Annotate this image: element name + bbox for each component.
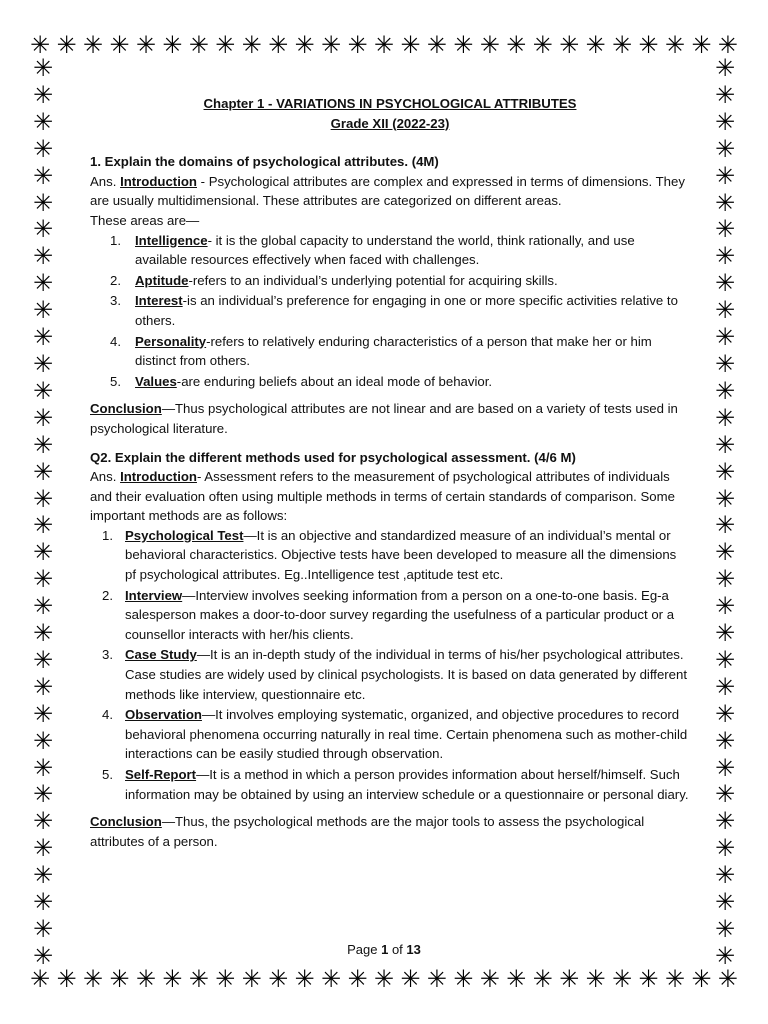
asterisk-star-icon: ✳ [532, 965, 553, 993]
asterisk-star-icon: ✳ [135, 965, 156, 993]
asterisk-star-icon: ✳ [453, 965, 474, 993]
item-term: Observation [125, 707, 202, 723]
asterisk-star-icon: ✳ [188, 31, 209, 59]
item-text: -is an individual’s preference for engaging in one or more specific activities relative to others. [135, 293, 678, 328]
item-term: Personality [135, 333, 207, 349]
list-item [90, 765, 690, 804]
asterisk-star-icon: ✳ [241, 31, 262, 59]
asterisk-star-icon: ✳ [479, 31, 500, 59]
item-term: Case Study [125, 647, 197, 663]
item-text: —It is an objective and standardized measure of an individual’s mental or behavioral characteristics. Objective tests have been developed to measure all the dimensions pf psychological attributes. Eg..Intelligence test ,aptitude test etc. [125, 527, 677, 583]
asterisk-star-icon: ✳ [714, 430, 736, 459]
asterisk-star-icon: ✳ [714, 349, 736, 378]
border-left [30, 56, 56, 968]
asterisk-star-icon: ✳ [373, 965, 394, 993]
item-text: —It is an in-depth study of the individual in terms of his/her psychological attributes. Case studies are widely used by clinical psychologists. It is based on data generated by different methods like interview, questionnaire etc. [125, 647, 688, 702]
asterisk-star-icon: ✳ [532, 31, 553, 59]
asterisk-star-icon: ✳ [82, 31, 104, 59]
asterisk-star-icon: ✳ [664, 31, 685, 59]
asterisk-star-icon: ✳ [664, 965, 685, 993]
asterisk-star-icon: ✳ [268, 965, 289, 993]
asterisk-star-icon: ✳ [714, 645, 736, 674]
asterisk-star-icon: ✳ [638, 31, 659, 59]
asterisk-star-icon: ✳ [506, 965, 527, 993]
asterisk-star-icon: ✳ [559, 31, 580, 59]
ans-prefix: Ans. [90, 469, 121, 485]
list-item [90, 705, 690, 764]
item-term: Aptitude [135, 272, 189, 288]
asterisk-star-icon: ✳ [32, 349, 54, 378]
list-item [90, 231, 690, 270]
asterisk-star-icon: ✳ [714, 269, 736, 298]
of-word: of [388, 942, 407, 957]
item-number: 5. [102, 767, 113, 782]
q1-answer-intro [90, 172, 690, 211]
asterisk-star-icon: ✳ [32, 269, 54, 298]
asterisk-star-icon: ✳ [32, 242, 54, 271]
asterisk-star-icon: ✳ [714, 619, 736, 648]
asterisk-star-icon: ✳ [188, 965, 209, 993]
asterisk-star-icon: ✳ [215, 965, 236, 993]
conclusion-label: Conclusion [90, 401, 162, 417]
asterisk-star-icon: ✳ [714, 296, 736, 325]
list-item [90, 291, 690, 330]
border-bottom [30, 966, 738, 992]
asterisk-star-icon: ✳ [56, 965, 77, 993]
asterisk-star-icon: ✳ [400, 31, 421, 59]
grade-subtitle: Grade XII (2022-23) [330, 115, 450, 131]
asterisk-star-icon: ✳ [506, 31, 527, 59]
asterisk-star-icon: ✳ [717, 31, 738, 59]
asterisk-star-icon: ✳ [162, 31, 183, 59]
asterisk-star-icon: ✳ [347, 965, 368, 993]
asterisk-star-icon: ✳ [400, 965, 421, 993]
asterisk-star-icon: ✳ [320, 965, 342, 993]
item-number: 4. [102, 707, 113, 723]
asterisk-star-icon: ✳ [32, 672, 54, 701]
asterisk-star-icon: ✳ [714, 54, 736, 82]
intro-label: Introduction [120, 173, 197, 189]
item-number: 1. [102, 527, 113, 543]
item-text: - it is the global capacity to understand the world, think rationally, and use available resources effectively when faced with challenges. [135, 232, 635, 268]
asterisk-star-icon: ✳ [714, 565, 736, 594]
asterisk-star-icon: ✳ [714, 888, 736, 917]
border-top [30, 32, 738, 58]
q2-conclusion [90, 812, 690, 851]
asterisk-star-icon: ✳ [714, 188, 736, 217]
asterisk-star-icon: ✳ [32, 484, 54, 513]
page-word: Page [347, 942, 382, 957]
item-number: 1. [110, 232, 121, 248]
asterisk-star-icon: ✳ [32, 161, 54, 190]
ans-prefix: Ans. [90, 173, 121, 189]
item-term: Psychological Test [125, 527, 244, 543]
conclusion-label: Conclusion [90, 814, 162, 830]
item-text: —It involves employing systematic, organized, and objective procedures to record behavioral phenomena occurring naturally in real time. Certain phenomena such as mother-child interactions can be easily studied through observation. [125, 707, 688, 762]
asterisk-star-icon: ✳ [32, 107, 54, 136]
chapter-title: Chapter 1 - VARIATIONS IN PSYCHOLOGICAL ATTRIBUTES [203, 96, 577, 111]
document-body [90, 94, 690, 851]
item-number: 2. [102, 587, 113, 603]
asterisk-star-icon: ✳ [32, 780, 54, 809]
asterisk-star-icon: ✳ [215, 31, 236, 59]
item-number: 2. [110, 272, 121, 288]
item-number: 5. [110, 373, 121, 389]
asterisk-star-icon: ✳ [714, 376, 736, 405]
asterisk-star-icon: ✳ [714, 134, 736, 163]
asterisk-star-icon: ✳ [714, 511, 736, 540]
asterisk-star-icon: ✳ [32, 834, 54, 863]
item-text: -refers to an individual’s underlying potential for acquiring skills. [188, 272, 558, 288]
asterisk-star-icon: ✳ [32, 376, 54, 405]
asterisk-star-icon: ✳ [32, 215, 54, 244]
asterisk-star-icon: ✳ [32, 565, 54, 594]
asterisk-star-icon: ✳ [426, 965, 447, 993]
list-item [90, 586, 690, 645]
asterisk-star-icon: ✳ [32, 134, 54, 163]
asterisk-star-icon: ✳ [32, 592, 54, 621]
page-number: 1 [381, 942, 389, 957]
asterisk-star-icon: ✳ [241, 965, 262, 993]
asterisk-star-icon: ✳ [32, 403, 54, 432]
asterisk-star-icon: ✳ [32, 323, 54, 352]
asterisk-star-icon: ✳ [320, 31, 342, 59]
asterisk-star-icon: ✳ [32, 80, 54, 109]
asterisk-star-icon: ✳ [714, 915, 736, 943]
intro-text: - Psychological attributes are complex and expressed in terms of dimensions. They are usually multidimensional. These attributes are categorized on different areas. [90, 173, 685, 209]
question-2: Q2. Explain the different methods used for psychological assessment. (4/6 M) [90, 449, 576, 465]
page-total: 13 [406, 942, 421, 957]
asterisk-star-icon: ✳ [294, 965, 315, 993]
asterisk-star-icon: ✳ [32, 54, 54, 82]
item-text: —It is a method in which a person provides information about herself/himself. Such information may be obtained by using an interview schedule or a questionnaire or personal diary. [125, 767, 689, 802]
q1-conclusion [90, 399, 690, 438]
asterisk-star-icon: ✳ [585, 965, 606, 993]
asterisk-star-icon: ✳ [714, 215, 736, 244]
asterisk-star-icon: ✳ [714, 807, 736, 836]
asterisk-star-icon: ✳ [714, 592, 736, 621]
list-item [90, 271, 690, 291]
asterisk-star-icon: ✳ [714, 861, 736, 890]
list-item [90, 332, 690, 371]
asterisk-star-icon: ✳ [135, 31, 156, 59]
areas-line: These areas are— [90, 212, 200, 228]
asterisk-star-icon: ✳ [30, 965, 51, 993]
asterisk-star-icon: ✳ [714, 726, 736, 755]
asterisk-star-icon: ✳ [714, 80, 736, 109]
asterisk-star-icon: ✳ [691, 31, 712, 59]
item-term: Values [135, 373, 177, 389]
list-item [90, 645, 690, 704]
question-1: 1. Explain the domains of psychological attributes. (4M) [90, 154, 439, 170]
list-item [90, 526, 690, 585]
asterisk-star-icon: ✳ [162, 965, 183, 993]
asterisk-star-icon: ✳ [32, 619, 54, 648]
asterisk-star-icon: ✳ [82, 965, 104, 993]
asterisk-star-icon: ✳ [714, 538, 736, 567]
asterisk-star-icon: ✳ [426, 31, 447, 59]
item-text: -refers to relatively enduring characteristics of a person that make her or him distinct from others. [135, 333, 652, 369]
asterisk-star-icon: ✳ [294, 31, 315, 59]
item-number: 4. [110, 333, 121, 349]
asterisk-star-icon: ✳ [32, 511, 54, 540]
asterisk-star-icon: ✳ [32, 188, 54, 217]
item-term: Interest [135, 293, 183, 309]
item-text: —Interview involves seeking information from a person on a one-to-one basis. Eg-a salesperson makes a door-to-door survey regarding the usefulness of a particular product or a counsellor interacts with her/his clients. [125, 587, 675, 642]
item-text: -are enduring beliefs about an ideal mode of behavior. [176, 373, 493, 389]
asterisk-star-icon: ✳ [32, 915, 54, 943]
q2-answer-intro [90, 467, 690, 526]
asterisk-star-icon: ✳ [714, 161, 736, 190]
item-term: Intelligence [135, 232, 208, 248]
intro-label: Introduction [120, 469, 197, 485]
asterisk-star-icon: ✳ [714, 753, 736, 782]
asterisk-star-icon: ✳ [32, 861, 54, 890]
asterisk-star-icon: ✳ [714, 941, 736, 970]
asterisk-star-icon: ✳ [714, 107, 736, 136]
conclusion-text: —Thus psychological attributes are not linear and are based on a variety of tests used in psychological literature. [90, 401, 678, 436]
asterisk-star-icon: ✳ [691, 965, 712, 993]
asterisk-star-icon: ✳ [32, 699, 54, 728]
asterisk-star-icon: ✳ [32, 430, 54, 459]
asterisk-star-icon: ✳ [714, 780, 736, 809]
asterisk-star-icon: ✳ [32, 888, 54, 917]
q2-list [90, 526, 690, 804]
asterisk-star-icon: ✳ [717, 965, 738, 993]
intro-text: - Assessment refers to the measurement of psychological attributes of individuals and their evaluation often using multiple methods in terms of certain standards of comparison. Some important methods are as follows: [90, 469, 675, 524]
asterisk-star-icon: ✳ [56, 31, 77, 59]
asterisk-star-icon: ✳ [585, 31, 606, 59]
asterisk-star-icon: ✳ [714, 403, 736, 432]
item-term: Self-Report [125, 767, 197, 782]
asterisk-star-icon: ✳ [32, 941, 54, 970]
asterisk-star-icon: ✳ [638, 965, 659, 993]
asterisk-star-icon: ✳ [373, 31, 394, 59]
asterisk-star-icon: ✳ [32, 807, 54, 836]
asterisk-star-icon: ✳ [32, 726, 54, 755]
asterisk-star-icon: ✳ [714, 323, 736, 352]
asterisk-star-icon: ✳ [30, 31, 51, 59]
asterisk-star-icon: ✳ [32, 457, 54, 486]
asterisk-star-icon: ✳ [479, 965, 500, 993]
asterisk-star-icon: ✳ [32, 538, 54, 567]
asterisk-star-icon: ✳ [611, 31, 633, 59]
asterisk-star-icon: ✳ [453, 31, 474, 59]
asterisk-star-icon: ✳ [347, 31, 368, 59]
border-right [712, 56, 738, 968]
asterisk-star-icon: ✳ [714, 242, 736, 271]
page-footer [0, 942, 768, 957]
item-number: 3. [102, 647, 113, 663]
asterisk-star-icon: ✳ [32, 296, 54, 325]
asterisk-star-icon: ✳ [714, 672, 736, 701]
list-item [90, 372, 690, 392]
q1-list [90, 231, 690, 392]
asterisk-star-icon: ✳ [32, 753, 54, 782]
item-number: 3. [110, 293, 121, 309]
asterisk-star-icon: ✳ [714, 699, 736, 728]
asterisk-star-icon: ✳ [109, 965, 130, 993]
asterisk-star-icon: ✳ [611, 965, 633, 993]
asterisk-star-icon: ✳ [714, 834, 736, 863]
asterisk-star-icon: ✳ [109, 31, 130, 59]
conclusion-text: —Thus, the psychological methods are the major tools to assess the psychological attributes of a person. [90, 814, 645, 849]
asterisk-star-icon: ✳ [559, 965, 580, 993]
asterisk-star-icon: ✳ [714, 457, 736, 486]
asterisk-star-icon: ✳ [32, 645, 54, 674]
asterisk-star-icon: ✳ [268, 31, 289, 59]
asterisk-star-icon: ✳ [714, 484, 736, 513]
item-term: Interview [125, 587, 183, 603]
